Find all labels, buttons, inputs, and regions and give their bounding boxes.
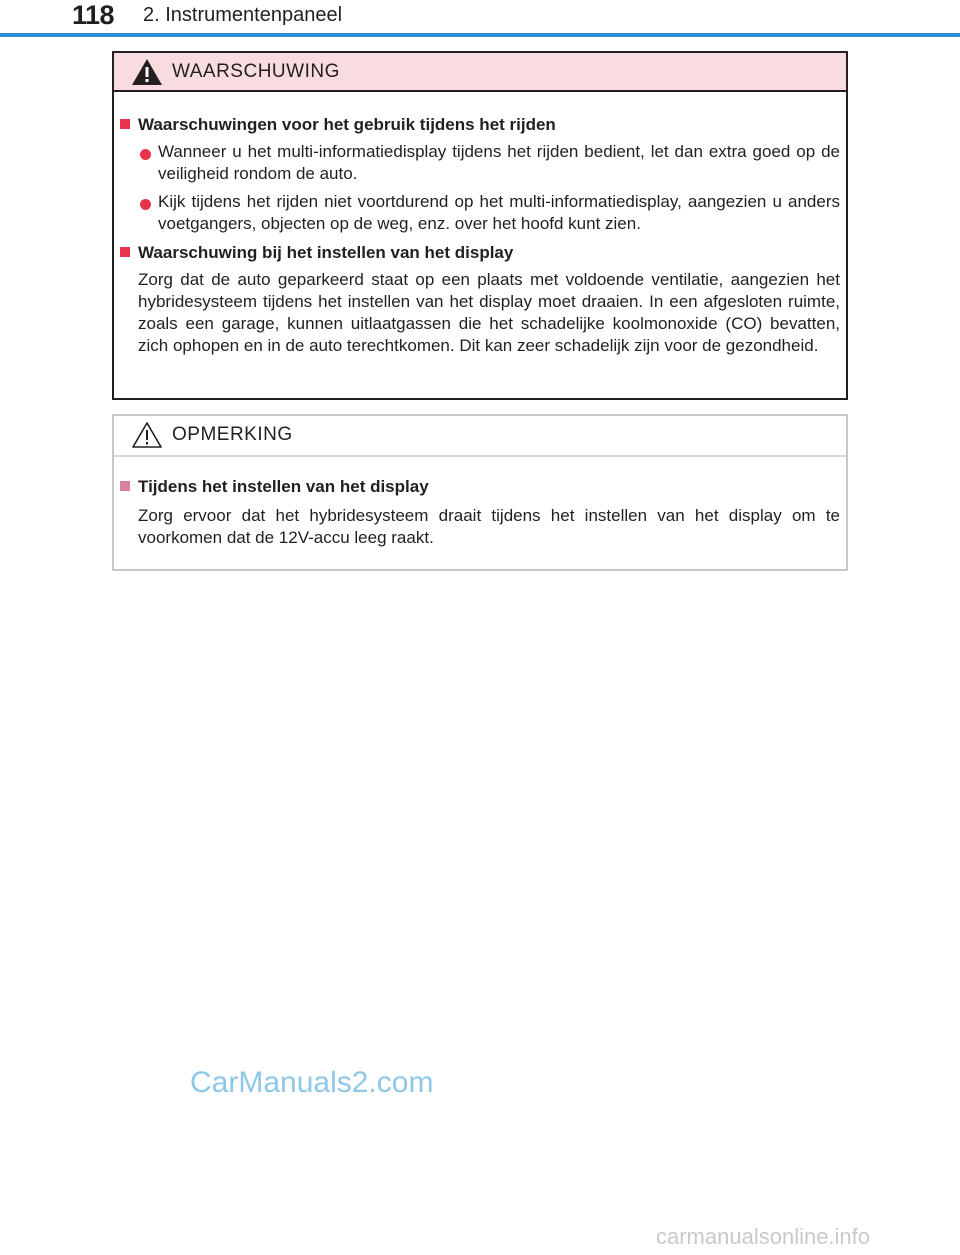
square-bullet-icon: [120, 247, 130, 257]
warning-heading-2: Waarschuwing bij het instellen van het display: [120, 242, 840, 264]
caution-triangle-icon: [130, 420, 164, 450]
warning-heading-1: Waarschuwingen voor het gebruik tijdens het rijden: [120, 114, 840, 136]
page-number: 118: [72, 0, 115, 30]
page-header: [0, 0, 960, 40]
notice-box: [112, 414, 848, 571]
round-bullet-icon: [140, 149, 151, 160]
notice-title: OPMERKING: [172, 424, 293, 445]
warning-paragraph: Zorg dat de auto geparkeerd staat op een plaats met voldoende ventilatie, aangezien het hybridesysteem tijdens het instellen van het display moet draaien. In een afgesloten ruimte, zoals een garage, kunnen uitlaatgassen die het schadelijke koolmonoxide (CO) bevatten, zich ophopen en in de auto terechtkomen. Dit kan zeer schadelijk zijn voor de gezondheid.: [138, 270, 840, 355]
warning-header: [114, 53, 846, 92]
warning-title: WAARSCHUWING: [172, 61, 340, 82]
round-bullet-icon: [140, 199, 151, 210]
square-bullet-icon: [120, 481, 130, 491]
section-title: 2. Instrumentenpaneel: [143, 4, 343, 26]
square-bullet-icon: [120, 119, 130, 129]
footer-watermark: carmanualsonline.info: [656, 1224, 871, 1249]
notice-paragraph: Zorg ervoor dat het hybridesysteem draait tijdens het instellen van het display om te voorkomen dat de 12V-accu leeg raakt.: [138, 506, 840, 547]
notice-heading: Tijdens het instellen van het display: [120, 476, 840, 498]
warning-bullet-1: Wanneer u het multi-informatiedisplay tijdens het rijden bedient, let dan extra goed op de veiligheid rondom de auto.: [158, 142, 840, 183]
header-rule: [0, 33, 960, 37]
warning-triangle-icon: [130, 57, 164, 87]
notice-header: [114, 416, 846, 457]
warning-box: [112, 51, 848, 400]
warning-bullet-2: Kijk tijdens het rijden niet voortdurend op het multi-informatiedisplay, aangezien u anders voetgangers, objecten op de weg, enz. over het hoofd kunt zien.: [158, 192, 840, 233]
carmanuals-watermark: CarManuals2.com: [190, 1066, 434, 1099]
